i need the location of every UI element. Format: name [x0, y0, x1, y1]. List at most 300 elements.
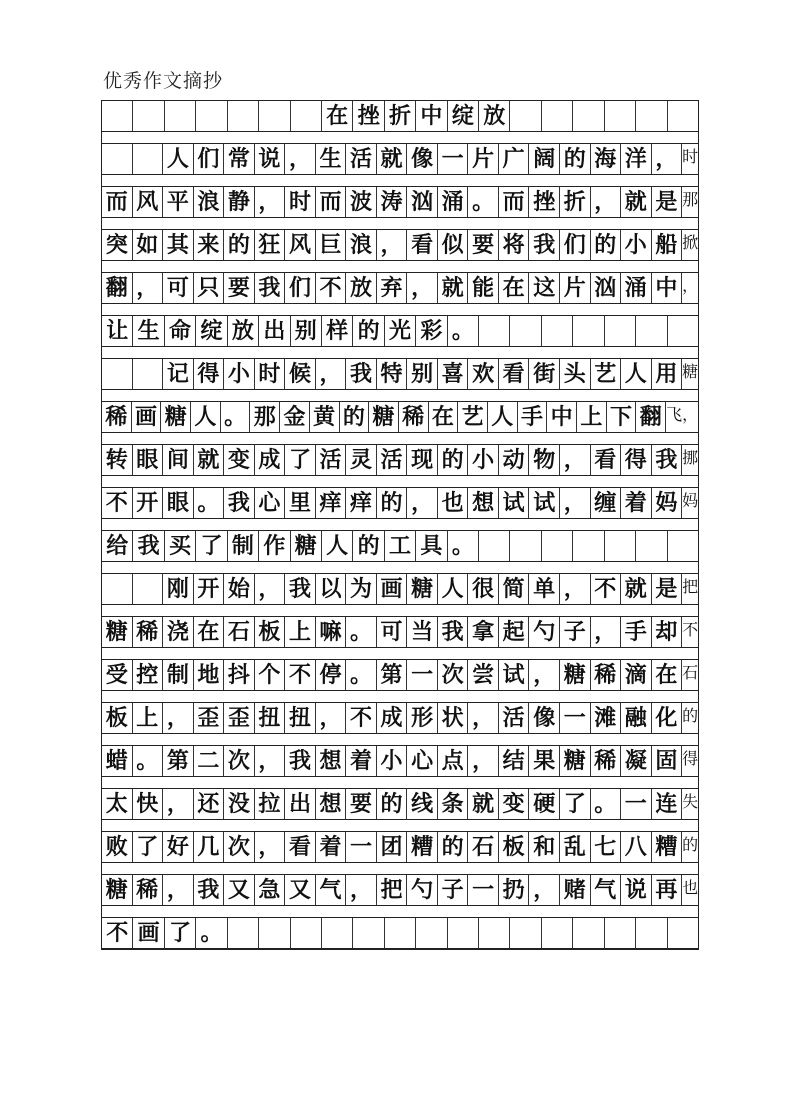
grid-cell: 人	[488, 402, 518, 432]
grid-cell: 不	[102, 488, 133, 518]
grid-cell: ，	[255, 746, 286, 776]
grid-cell: 始	[224, 574, 255, 604]
grid-cell: 得	[194, 359, 225, 389]
grid-cell: 手	[518, 402, 548, 432]
grid-cell: 扭	[255, 703, 286, 733]
grid-cell: 了	[133, 832, 164, 862]
grid-cell	[385, 918, 416, 948]
grid-cell: ，	[560, 574, 591, 604]
grid-cell: 歪	[194, 703, 225, 733]
grid-cell	[196, 101, 227, 131]
grid-cell: 让	[102, 316, 133, 346]
grid-cell	[133, 101, 164, 131]
grid-cell	[133, 144, 164, 174]
grid-cell: ，	[163, 703, 194, 733]
grid-cell: 起	[499, 617, 530, 647]
grid-cell: 喜	[438, 359, 469, 389]
grid-cell: 抖	[224, 660, 255, 690]
grid-cell	[510, 918, 541, 948]
grid-cell: 浪	[194, 187, 225, 217]
grid-cell: 来	[194, 230, 225, 260]
grid-cell: 地	[194, 660, 225, 690]
grid-cell: 不	[102, 918, 133, 948]
grid-cell: 石	[224, 617, 255, 647]
grid-cell: 光	[385, 316, 416, 346]
grid-cell	[636, 101, 667, 131]
grid-cell: ，	[285, 144, 316, 174]
grid-cell: 我	[224, 488, 255, 518]
row-gap	[101, 605, 699, 617]
grid-cell: 化	[652, 703, 683, 733]
overflow-punctuation: 的	[682, 835, 699, 854]
grid-cell: 。	[346, 660, 377, 690]
grid-cell: 拉	[255, 789, 286, 819]
grid-cell: 而	[102, 187, 133, 217]
grid-cell: 下	[607, 402, 637, 432]
grid-cell: 稀	[133, 875, 164, 905]
grid-cell: 赌	[560, 875, 591, 905]
grid-cell: 就	[621, 187, 652, 217]
grid-cell: 痒	[346, 488, 377, 518]
grid-cell: ，	[407, 273, 438, 303]
grid-cell: 小	[377, 746, 408, 776]
grid-cell: 把	[377, 875, 408, 905]
grid-cell: 浪	[346, 230, 377, 260]
grid-cell: 团	[377, 832, 408, 862]
grid-cell: 我	[133, 531, 164, 561]
grid-cell	[291, 101, 322, 131]
grid-cell: 折	[560, 187, 591, 217]
grid-cell: 活	[377, 445, 408, 475]
grid-cell: 稀	[399, 402, 429, 432]
grid-cell: 记	[163, 359, 194, 389]
grid-cell: 头	[560, 359, 591, 389]
grid-cell: 挫	[529, 187, 560, 217]
grid-cell: 滴	[621, 660, 652, 690]
grid-cell: ，	[163, 789, 194, 819]
grid-cell: 气	[316, 875, 347, 905]
grid-cell: 试	[499, 660, 530, 690]
grid-cell: 上	[577, 402, 607, 432]
grid-cell	[479, 316, 510, 346]
grid-cell: 次	[224, 832, 255, 862]
grid-cell: ，	[591, 187, 622, 217]
row-gap	[101, 390, 699, 402]
grid-cell: ，	[468, 703, 499, 733]
grid-cell: 了	[285, 445, 316, 475]
row-gap	[101, 132, 699, 144]
grid-cell: 。	[133, 746, 164, 776]
overflow-punctuation: 石	[682, 663, 699, 682]
row-gap	[101, 777, 699, 789]
text-row	[101, 187, 699, 218]
grid-cell: ，	[255, 832, 286, 862]
grid-cell: 我	[652, 445, 683, 475]
grid-cell: 条	[438, 789, 469, 819]
grid-cell: ，	[407, 488, 438, 518]
grid-cell	[322, 918, 353, 948]
grid-cell	[165, 101, 196, 131]
title-row	[101, 101, 699, 132]
grid-cell: 稀	[133, 617, 164, 647]
grid-cell: 彩	[416, 316, 447, 346]
text-row	[101, 445, 699, 476]
text-row	[101, 574, 699, 605]
grid-cell: 波	[346, 187, 377, 217]
text-row	[101, 617, 699, 648]
grid-cell: 想	[316, 746, 347, 776]
grid-cell: 其	[163, 230, 194, 260]
text-row	[101, 832, 699, 863]
grid-cell: 说	[621, 875, 652, 905]
grid-cell	[542, 918, 573, 948]
grid-cell	[102, 101, 133, 131]
grid-cell	[259, 101, 290, 131]
grid-cell	[668, 918, 698, 948]
row-gap	[101, 218, 699, 230]
grid-cell: 刚	[163, 574, 194, 604]
grid-cell	[353, 918, 384, 948]
overflow-punctuation: 那	[682, 190, 699, 209]
grid-cell: 如	[133, 230, 164, 260]
grid-cell: 个	[255, 660, 286, 690]
grid-cell: 石	[468, 832, 499, 862]
grid-cell: 简	[499, 574, 530, 604]
grid-cell: 涛	[377, 187, 408, 217]
grid-cell: 着	[316, 832, 347, 862]
grid-cell: 上	[133, 703, 164, 733]
grid-cell: 想	[316, 789, 347, 819]
grid-cell: 就	[621, 574, 652, 604]
grid-cell: 败	[102, 832, 133, 862]
grid-cell: 像	[407, 144, 438, 174]
grid-cell: 的	[560, 144, 591, 174]
grid-cell: 子	[438, 875, 469, 905]
grid-cell: 凝	[621, 746, 652, 776]
grid-cell: 形	[407, 703, 438, 733]
grid-cell: 挫	[353, 101, 384, 131]
row-gap	[101, 863, 699, 875]
grid-cell: 在	[194, 617, 225, 647]
grid-cell: 灵	[346, 445, 377, 475]
grid-cell: ，	[133, 273, 164, 303]
grid-cell	[573, 101, 604, 131]
grid-cell: 涌	[621, 273, 652, 303]
grid-cell: 几	[194, 832, 225, 862]
grid-cell: 是	[652, 187, 683, 217]
grid-cell: 而	[499, 187, 530, 217]
grid-cell: 那	[250, 402, 280, 432]
grid-cell	[510, 316, 541, 346]
grid-cell: 制	[228, 531, 259, 561]
grid-cell: 制	[163, 660, 194, 690]
grid-cell: 和	[529, 832, 560, 862]
grid-cell: 气	[591, 875, 622, 905]
grid-cell: 稀	[102, 402, 132, 432]
grid-cell: 成	[255, 445, 286, 475]
grid-cell: 候	[285, 359, 316, 389]
grid-cell	[605, 316, 636, 346]
grid-cell: 船	[652, 230, 683, 260]
grid-cell: 买	[165, 531, 196, 561]
grid-cell: 变	[499, 789, 530, 819]
grid-cell: 歪	[224, 703, 255, 733]
grid-cell: 要	[346, 789, 377, 819]
row-gap	[101, 691, 699, 703]
grid-cell: 尝	[468, 660, 499, 690]
grid-cell: ，	[255, 574, 286, 604]
grid-cell: 一	[346, 832, 377, 862]
grid-cell: 。	[196, 918, 227, 948]
grid-cell: 小	[224, 359, 255, 389]
grid-cell: 我	[194, 875, 225, 905]
grid-cell: 很	[468, 574, 499, 604]
grid-cell: 板	[499, 832, 530, 862]
grid-cell: 硬	[529, 789, 560, 819]
grid-cell: ，	[652, 144, 683, 174]
grid-cell: 阔	[529, 144, 560, 174]
grid-cell: 街	[529, 359, 560, 389]
grid-cell	[102, 359, 133, 389]
text-row	[101, 660, 699, 691]
grid-cell: 第	[377, 660, 408, 690]
grid-cell: 点	[438, 746, 469, 776]
grid-cell: 看	[499, 359, 530, 389]
row-gap	[101, 648, 699, 660]
grid-cell: 欢	[468, 359, 499, 389]
grid-cell: 作	[259, 531, 290, 561]
grid-cell: 勺	[529, 617, 560, 647]
grid-cell: 了	[165, 918, 196, 948]
grid-cell: 在	[652, 660, 683, 690]
grid-cell	[510, 101, 541, 131]
grid-cell: ，	[255, 187, 286, 217]
grid-cell: 狂	[255, 230, 286, 260]
grid-cell: 画	[132, 402, 162, 432]
grid-cell: 上	[285, 617, 316, 647]
grid-cell: 结	[499, 746, 530, 776]
grid-cell: 看	[285, 832, 316, 862]
grid-cell: 给	[102, 531, 133, 561]
grid-cell: 一	[407, 660, 438, 690]
grid-cell: ，	[316, 359, 347, 389]
grid-cell: 绽	[196, 316, 227, 346]
grid-cell: 放	[228, 316, 259, 346]
grid-cell: 弃	[377, 273, 408, 303]
grid-cell: 人	[438, 574, 469, 604]
grid-cell: 动	[499, 445, 530, 475]
grid-cell	[573, 918, 604, 948]
grid-cell: 试	[529, 488, 560, 518]
grid-cell: 了	[196, 531, 227, 561]
grid-cell: 糖	[161, 402, 191, 432]
grid-cell: 海	[591, 144, 622, 174]
grid-cell: 着	[621, 488, 652, 518]
grid-cell: 时	[285, 187, 316, 217]
grid-cell: 画	[133, 918, 164, 948]
grid-cell: 风	[285, 230, 316, 260]
grid-cell: 也	[438, 488, 469, 518]
grid-cell: 受	[102, 660, 133, 690]
grid-cell: 急	[255, 875, 286, 905]
grid-cell: 着	[346, 746, 377, 776]
grid-cell: 了	[560, 789, 591, 819]
grid-cell: 折	[385, 101, 416, 131]
grid-cell: 试	[499, 488, 530, 518]
grid-cell: ，	[529, 875, 560, 905]
grid-cell: 又	[285, 875, 316, 905]
grid-cell: 汹	[407, 187, 438, 217]
grid-cell: 要	[468, 230, 499, 260]
grid-cell: 绽	[448, 101, 479, 131]
grid-cell: 当	[407, 617, 438, 647]
grid-cell: 一	[560, 703, 591, 733]
grid-cell: 用	[652, 359, 683, 389]
grid-cell: 次	[438, 660, 469, 690]
grid-cell	[479, 531, 510, 561]
overflow-punctuation: 也	[682, 878, 699, 897]
grid-cell: 勺	[407, 875, 438, 905]
grid-cell: 。	[448, 531, 479, 561]
grid-cell: 中	[547, 402, 577, 432]
grid-cell: 小	[621, 230, 652, 260]
grid-cell: 就	[438, 273, 469, 303]
grid-cell: 在	[499, 273, 530, 303]
grid-cell: 出	[285, 789, 316, 819]
grid-cell: 糖	[291, 531, 322, 561]
grid-cell: 在	[429, 402, 459, 432]
grid-cell: 可	[163, 273, 194, 303]
grid-cell: 特	[377, 359, 408, 389]
grid-cell	[605, 918, 636, 948]
grid-cell: 一	[621, 789, 652, 819]
grid-cell: 。	[591, 789, 622, 819]
grid-cell: 生	[133, 316, 164, 346]
text-row	[101, 402, 699, 433]
grid-cell: 单	[529, 574, 560, 604]
grid-cell: 物	[529, 445, 560, 475]
grid-cell: 痒	[316, 488, 347, 518]
grid-cell	[668, 101, 698, 131]
grid-cell: 不	[591, 574, 622, 604]
row-gap	[101, 519, 699, 531]
grid-cell: 人	[163, 144, 194, 174]
grid-cell: 糖	[102, 875, 133, 905]
grid-cell: 。	[448, 316, 479, 346]
grid-cell	[668, 316, 698, 346]
grid-cell: 涌	[438, 187, 469, 217]
overflow-punctuation: 飞，	[666, 405, 699, 424]
grid-cell: 扔	[499, 875, 530, 905]
grid-cell: 板	[255, 617, 286, 647]
grid-cell: 的	[438, 445, 469, 475]
grid-cell	[133, 359, 164, 389]
grid-cell	[102, 144, 133, 174]
grid-cell: 似	[438, 230, 469, 260]
writing-grid	[101, 100, 699, 950]
grid-cell: 是	[652, 574, 683, 604]
grid-cell: 以	[316, 574, 347, 604]
grid-cell: 广	[499, 144, 530, 174]
grid-cell: 八	[621, 832, 652, 862]
grid-cell: 里	[285, 488, 316, 518]
grid-cell: 控	[133, 660, 164, 690]
text-row	[101, 531, 699, 562]
grid-cell: 时	[255, 359, 286, 389]
row-gap	[101, 562, 699, 574]
grid-cell: 将	[499, 230, 530, 260]
grid-cell: 停	[316, 660, 347, 690]
grid-cell: 平	[163, 187, 194, 217]
grid-cell: 拿	[468, 617, 499, 647]
grid-cell: 的	[377, 789, 408, 819]
grid-cell	[416, 918, 447, 948]
grid-cell: ，	[560, 445, 591, 475]
grid-cell: 缠	[591, 488, 622, 518]
grid-cell: 黄	[310, 402, 340, 432]
grid-cell: 一	[468, 875, 499, 905]
grid-cell: 想	[468, 488, 499, 518]
grid-cell: 我	[438, 617, 469, 647]
grid-cell: 连	[652, 789, 683, 819]
grid-cell	[510, 531, 541, 561]
grid-cell: 片	[560, 273, 591, 303]
grid-cell: 变	[224, 445, 255, 475]
overflow-punctuation: 的	[682, 706, 699, 725]
grid-cell: ，	[377, 230, 408, 260]
grid-cell: 可	[377, 617, 408, 647]
grid-cell: ，	[529, 660, 560, 690]
grid-cell: 突	[102, 230, 133, 260]
grid-cell: 糟	[652, 832, 683, 862]
grid-cell: 命	[165, 316, 196, 346]
grid-cell: 巨	[316, 230, 347, 260]
grid-cell: 稀	[591, 746, 622, 776]
grid-cell: 常	[224, 144, 255, 174]
overflow-punctuation: 时	[682, 147, 699, 166]
text-row	[101, 316, 699, 347]
grid-cell: 翻	[636, 402, 666, 432]
grid-cell: 次	[224, 746, 255, 776]
grid-cell: 糖	[560, 660, 591, 690]
grid-cell	[259, 918, 290, 948]
grid-cell: 手	[621, 617, 652, 647]
grid-cell: 没	[224, 789, 255, 819]
grid-cell: 像	[529, 703, 560, 733]
grid-cell: 人	[191, 402, 221, 432]
grid-cell: ，	[560, 488, 591, 518]
grid-cell: 开	[194, 574, 225, 604]
grid-cell: 出	[259, 316, 290, 346]
text-row	[101, 918, 699, 949]
grid-cell: 眼	[163, 488, 194, 518]
grid-cell: 的	[353, 316, 384, 346]
grid-cell: 糖	[407, 574, 438, 604]
grid-cell: 糟	[407, 832, 438, 862]
grid-cell	[573, 531, 604, 561]
overflow-punctuation: 不	[682, 620, 699, 639]
grid-cell	[228, 918, 259, 948]
grid-cell: 活	[346, 144, 377, 174]
text-row	[101, 273, 699, 304]
grid-cell	[479, 918, 510, 948]
grid-cell: 人	[621, 359, 652, 389]
grid-cell: 就	[468, 789, 499, 819]
grid-cell: 却	[652, 617, 683, 647]
row-gap	[101, 820, 699, 832]
grid-cell: 稀	[591, 660, 622, 690]
grid-cell: 的	[377, 488, 408, 518]
